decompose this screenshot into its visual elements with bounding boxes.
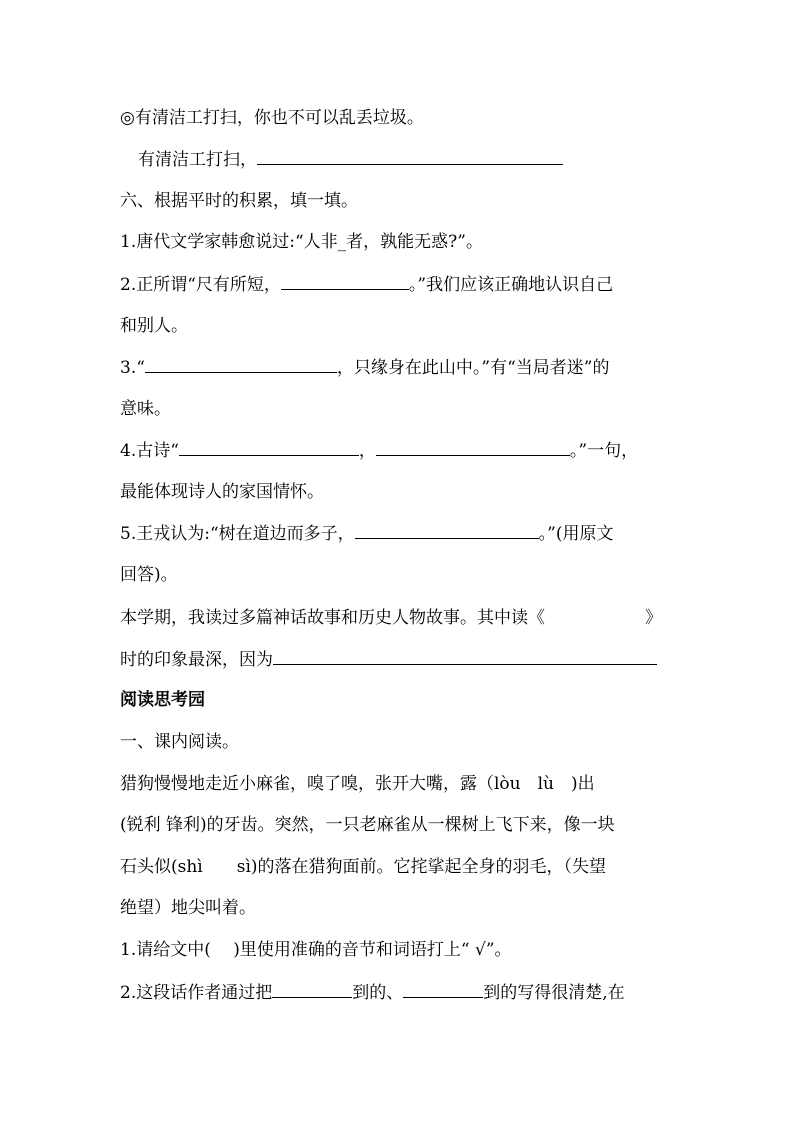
question-4-text-a: 4.古诗“ xyxy=(120,441,179,461)
passage-text-2: (锐利 锋利)的牙齿。突然，一只老麻雀从一棵树上飞下来，像一块 xyxy=(120,815,615,835)
question-3-continued xyxy=(120,398,171,420)
question-3-text-a: 3.“ xyxy=(120,358,145,378)
question-2-text-a: 2.正所谓“尺有所短， xyxy=(120,275,281,295)
reading-reflection xyxy=(120,606,662,629)
reason-blank[interactable] xyxy=(273,648,657,665)
sentence-rewrite-example xyxy=(120,107,424,129)
rewrite-answer-blank[interactable] xyxy=(257,148,563,165)
part-one-heading xyxy=(120,731,239,753)
reading-question-2 xyxy=(120,981,625,1004)
question-2-blank[interactable] xyxy=(281,273,409,290)
reading-question-1-text: 1.请给文中( )里使用准确的音节和词语打上“ √”。 xyxy=(120,940,512,960)
part-one-title: 一、课内阅读。 xyxy=(120,732,239,752)
book-title-blank[interactable] xyxy=(545,606,645,623)
passage-text-4: 绝望）地尖叫着。 xyxy=(120,898,256,918)
rewrite-prompt: 有清洁工打扫， xyxy=(138,150,257,170)
reading-question-2-blank-1[interactable] xyxy=(272,981,352,998)
reading-section-heading xyxy=(120,689,205,711)
rewrite-answer-line xyxy=(138,148,563,171)
reading-reflection-continued xyxy=(120,648,657,671)
question-2-continued xyxy=(120,315,188,337)
passage-line-4 xyxy=(120,897,256,919)
reading-reflection-text-b: 》 xyxy=(645,608,662,628)
question-4-text-c: 。”一句， xyxy=(569,441,639,461)
reading-question-2-text-b: 到的、 xyxy=(352,983,404,1003)
reading-section-title: 阅读思考园 xyxy=(120,690,205,710)
section-six-title: 六、根据平时的积累，填一填。 xyxy=(120,191,358,211)
question-2 xyxy=(120,273,613,296)
question-4-continued xyxy=(120,481,324,503)
question-3-text-c: 意味。 xyxy=(120,399,171,419)
passage-text-1: 猎狗慢慢地走近小麻雀，嗅了嗅，张开大嘴，露（lòu lù )出 xyxy=(120,774,595,794)
passage-line-3 xyxy=(120,856,606,878)
question-4 xyxy=(120,439,638,462)
example-text: ◎有清洁工打扫，你也不可以乱丢垃圾。 xyxy=(120,108,424,128)
question-4-text-d: 最能体现诗人的家国情怀。 xyxy=(120,482,324,502)
reading-question-1 xyxy=(120,939,512,961)
reading-question-2-blank-2[interactable] xyxy=(403,981,483,998)
question-5-text-a: 5.王戎认为:“树在道边而多子， xyxy=(120,524,355,544)
question-5-blank[interactable] xyxy=(355,522,539,539)
passage-line-1 xyxy=(120,773,595,795)
question-4-blank-2[interactable] xyxy=(376,439,570,456)
reading-question-2-text-c: 到的写得很清楚,在 xyxy=(483,983,625,1003)
reading-reflection-text-a: 本学期，我读过多篇神话故事和历史人物故事。其中读《 xyxy=(120,608,545,628)
reading-question-2-text-a: 2.这段话作者通过把 xyxy=(120,983,273,1003)
question-5 xyxy=(120,522,613,545)
reading-reflection-text-c: 时的印象最深，因为 xyxy=(120,650,273,670)
question-3-blank[interactable] xyxy=(145,356,337,373)
question-4-blank-1[interactable] xyxy=(179,439,359,456)
question-2-text-c: 和别人。 xyxy=(120,316,188,336)
question-3 xyxy=(120,356,610,379)
question-4-text-b: ， xyxy=(358,441,376,461)
question-1 xyxy=(120,231,483,253)
passage-text-3: 石头似(shì sì)的落在猎狗面前。它挓挲起全身的羽毛，（失望 xyxy=(120,857,607,877)
question-5-text-b: 。”(用原文 xyxy=(538,524,614,544)
question-2-text-b: 。”我们应该正确地认识自己 xyxy=(408,275,614,295)
question-5-text-c: 回答)。 xyxy=(120,565,178,585)
passage-line-2 xyxy=(120,814,615,836)
section-six-heading xyxy=(120,190,358,212)
question-1-text: 1.唐代文学家韩愈说过:“人非_者，孰能无惑?”。 xyxy=(120,232,483,252)
question-3-text-b: ，只缘身在此山中。”有“当局者迷”的 xyxy=(336,358,610,378)
question-5-continued xyxy=(120,564,178,586)
